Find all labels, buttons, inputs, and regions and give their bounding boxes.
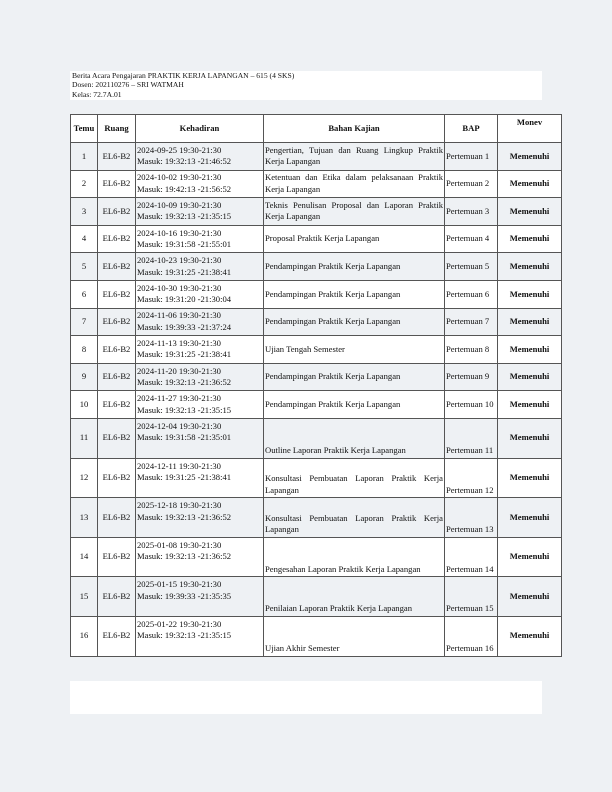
schedule-time: 2025-01-08 19:30-21:30	[137, 539, 222, 550]
topic-cell: Konsultasi Pembuatan Laporan Praktik Kerja Lapangan	[264, 498, 445, 538]
room-cell: EL6-B2	[98, 143, 136, 171]
room-cell: EL6-B2	[98, 498, 136, 538]
schedule-time: 2025-12-18 19:30-21:30	[137, 500, 222, 511]
bap-cell: Pertemuan 4	[445, 225, 498, 253]
room-cell: EL6-B2	[98, 336, 136, 364]
bap-cell: Pertemuan 2	[445, 170, 498, 198]
topic-cell: Pendampingan Praktik Kerja Lapangan	[264, 280, 445, 308]
attendance-table	[70, 114, 562, 657]
check-in-time: Masuk: 19:32:13 -21:46:52	[137, 156, 232, 167]
check-in-time: Masuk: 19:31:58 -21:35:01	[137, 432, 232, 443]
bap-cell: Pertemuan 5	[445, 253, 498, 281]
attendance-cell	[136, 498, 264, 538]
check-in-time: Masuk: 19:31:58 -21:55:01	[137, 239, 232, 250]
attendance-cell	[136, 418, 264, 458]
attendance-cell	[136, 253, 264, 281]
bap-cell: Pertemuan 1	[445, 143, 498, 171]
topic-cell: Ketentuan dan Etika dalam pelaksanaan Praktik Kerja Lapangan	[264, 170, 445, 198]
bap-cell: Pertemuan 14	[445, 537, 498, 577]
room-cell: EL6-B2	[98, 170, 136, 198]
table-row	[71, 225, 562, 253]
monev-status: Memenuhi	[498, 308, 562, 336]
table-row	[71, 391, 562, 419]
schedule-time: 2024-09-25 19:30-21:30	[137, 144, 222, 155]
row-number: 3	[71, 198, 98, 226]
bap-cell: Pertemuan 11	[445, 418, 498, 458]
attendance-cell	[136, 458, 264, 498]
schedule-time: 2024-10-16 19:30-21:30	[137, 227, 222, 238]
room-cell: EL6-B2	[98, 391, 136, 419]
room-cell: EL6-B2	[98, 458, 136, 498]
monev-status: Memenuhi	[498, 170, 562, 198]
bap-cell: Pertemuan 9	[445, 363, 498, 391]
col-header-temu: Temu	[71, 115, 98, 143]
check-in-time: Masuk: 19:31:25 -21:38:41	[137, 266, 232, 277]
topic-cell: Konsultasi Pembuatan Laporan Praktik Kerja Lapangan	[264, 458, 445, 498]
class-line: Kelas: 72.7A.01	[72, 89, 122, 99]
schedule-time: 2024-10-02 19:30-21:30	[137, 172, 222, 183]
schedule-time: 2024-10-30 19:30-21:30	[137, 282, 222, 293]
schedule-time: 2024-10-23 19:30-21:30	[137, 255, 222, 266]
monev-status: Memenuhi	[498, 336, 562, 364]
monev-status: Memenuhi	[498, 458, 562, 498]
monev-status: Memenuhi	[498, 198, 562, 226]
schedule-time: 2024-11-27 19:30-21:30	[137, 393, 221, 404]
attendance-cell	[136, 198, 264, 226]
check-in-time: Masuk: 19:31:20 -21:30:04	[137, 294, 232, 305]
col-header-bahan-kajian: Bahan Kajian	[264, 115, 445, 143]
table-row	[71, 198, 562, 226]
bap-cell: Pertemuan 12	[445, 458, 498, 498]
topic-cell: Pendampingan Praktik Kerja Lapangan	[264, 363, 445, 391]
row-number: 6	[71, 280, 98, 308]
check-in-time: Masuk: 19:32:13 -21:36:52	[137, 551, 232, 562]
table-row	[71, 363, 562, 391]
attendance-cell	[136, 280, 264, 308]
table-row	[71, 577, 562, 617]
row-number: 5	[71, 253, 98, 281]
check-in-time: Masuk: 19:32:13 -21:35:15	[137, 630, 232, 641]
row-number: 1	[71, 143, 98, 171]
topic-cell: Outline Laporan Praktik Kerja Lapangan	[264, 418, 445, 458]
row-number: 14	[71, 537, 98, 577]
attendance-cell	[136, 336, 264, 364]
table-body	[71, 143, 562, 657]
col-header-bap: BAP	[445, 115, 498, 143]
lecturer-line: Dosen: 202110276 – SRI WATMAH	[72, 80, 184, 90]
course-title: Berita Acara Pengajaran PRAKTIK KERJA LAPANGAN – 615 (4 SKS)	[72, 71, 295, 80]
monev-status: Memenuhi	[498, 280, 562, 308]
attendance-cell	[136, 308, 264, 336]
schedule-time: 2024-11-06 19:30-21:30	[137, 310, 221, 321]
table-row	[71, 458, 562, 498]
attendance-cell	[136, 616, 264, 656]
attendance-cell	[136, 143, 264, 171]
topic-cell: Pendampingan Praktik Kerja Lapangan	[264, 391, 445, 419]
topic-cell: Proposal Praktik Kerja Lapangan	[264, 225, 445, 253]
topic-cell: Pendampingan Praktik Kerja Lapangan	[264, 308, 445, 336]
monev-status: Memenuhi	[498, 616, 562, 656]
room-cell: EL6-B2	[98, 418, 136, 458]
row-number: 4	[71, 225, 98, 253]
room-cell: EL6-B2	[98, 577, 136, 617]
check-in-time: Masuk: 19:31:25 -21:38:41	[137, 349, 232, 360]
row-number: 15	[71, 577, 98, 617]
row-number: 12	[71, 458, 98, 498]
table-row	[71, 498, 562, 538]
table-row	[71, 336, 562, 364]
topic-cell: Ujian Tengah Semester	[264, 336, 445, 364]
check-in-time: Masuk: 19:31:25 -21:38:41	[137, 472, 232, 483]
table-row	[71, 280, 562, 308]
row-number: 11	[71, 418, 98, 458]
bap-cell: Pertemuan 16	[445, 616, 498, 656]
attendance-cell	[136, 391, 264, 419]
check-in-time: Masuk: 19:32:13 -21:35:15	[137, 211, 232, 222]
check-in-time: Masuk: 19:32:13 -21:36:52	[137, 511, 232, 522]
check-in-time: Masuk: 19:32:13 -21:36:52	[137, 377, 232, 388]
table-row	[71, 253, 562, 281]
schedule-time: 2024-11-13 19:30-21:30	[137, 337, 221, 348]
monev-status: Memenuhi	[498, 225, 562, 253]
table-row	[71, 537, 562, 577]
topic-cell: Pengertian, Tujuan dan Ruang Lingkup Praktik Kerja Lapangan	[264, 143, 445, 171]
monev-status: Memenuhi	[498, 391, 562, 419]
topic-cell: Pendampingan Praktik Kerja Lapangan	[264, 253, 445, 281]
schedule-time: 2024-12-11 19:30-21:30	[137, 460, 221, 471]
room-cell: EL6-B2	[98, 225, 136, 253]
room-cell: EL6-B2	[98, 616, 136, 656]
schedule-time: 2024-11-20 19:30-21:30	[137, 365, 221, 376]
table-row	[71, 418, 562, 458]
attendance-cell	[136, 537, 264, 577]
monev-status: Memenuhi	[498, 418, 562, 458]
check-in-time: Masuk: 19:39:33 -21:37:24	[137, 321, 232, 332]
row-number: 7	[71, 308, 98, 336]
attendance-cell	[136, 225, 264, 253]
schedule-time: 2024-12-04 19:30-21:30	[137, 420, 222, 431]
topic-cell: Teknis Penulisan Proposal dan Laporan Praktik Kerja Lapangan	[264, 198, 445, 226]
bap-cell: Pertemuan 3	[445, 198, 498, 226]
room-cell: EL6-B2	[98, 253, 136, 281]
monev-status: Memenuhi	[498, 498, 562, 538]
monev-status: Memenuhi	[498, 363, 562, 391]
bap-cell: Pertemuan 7	[445, 308, 498, 336]
bap-cell: Pertemuan 10	[445, 391, 498, 419]
bap-cell: Pertemuan 8	[445, 336, 498, 364]
room-cell: EL6-B2	[98, 537, 136, 577]
check-in-time: Masuk: 19:42:13 -21:56:52	[137, 183, 232, 194]
bap-cell: Pertemuan 15	[445, 577, 498, 617]
topic-cell: Pengesahan Laporan Praktik Kerja Lapangan	[264, 537, 445, 577]
page-footer-box	[70, 681, 542, 714]
row-number: 9	[71, 363, 98, 391]
attendance-cell	[136, 170, 264, 198]
monev-status: Memenuhi	[498, 143, 562, 171]
room-cell: EL6-B2	[98, 363, 136, 391]
table-header-row	[71, 115, 562, 143]
col-header-monev: Monev	[498, 115, 562, 143]
col-header-ruang: Ruang	[98, 115, 136, 143]
document-header	[70, 71, 542, 100]
table-row	[71, 308, 562, 336]
schedule-time: 2025-01-22 19:30-21:30	[137, 618, 222, 629]
schedule-time: 2024-10-09 19:30-21:30	[137, 199, 222, 210]
table-row	[71, 616, 562, 656]
monev-status: Memenuhi	[498, 253, 562, 281]
check-in-time: Masuk: 19:39:33 -21:35:35	[137, 590, 232, 601]
topic-cell: Penilaian Laporan Praktik Kerja Lapangan	[264, 577, 445, 617]
room-cell: EL6-B2	[98, 280, 136, 308]
attendance-cell	[136, 363, 264, 391]
row-number: 8	[71, 336, 98, 364]
row-number: 16	[71, 616, 98, 656]
bap-cell: Pertemuan 13	[445, 498, 498, 538]
row-number: 2	[71, 170, 98, 198]
col-header-kehadiran: Kehadiran	[136, 115, 264, 143]
attendance-cell	[136, 577, 264, 617]
monev-status: Memenuhi	[498, 537, 562, 577]
bap-cell: Pertemuan 6	[445, 280, 498, 308]
row-number: 13	[71, 498, 98, 538]
table-row	[71, 170, 562, 198]
topic-cell: Ujian Akhir Semester	[264, 616, 445, 656]
monev-status: Memenuhi	[498, 577, 562, 617]
schedule-time: 2025-01-15 19:30-21:30	[137, 579, 222, 590]
room-cell: EL6-B2	[98, 308, 136, 336]
room-cell: EL6-B2	[98, 198, 136, 226]
row-number: 10	[71, 391, 98, 419]
table-row	[71, 143, 562, 171]
check-in-time: Masuk: 19:32:13 -21:35:15	[137, 404, 232, 415]
